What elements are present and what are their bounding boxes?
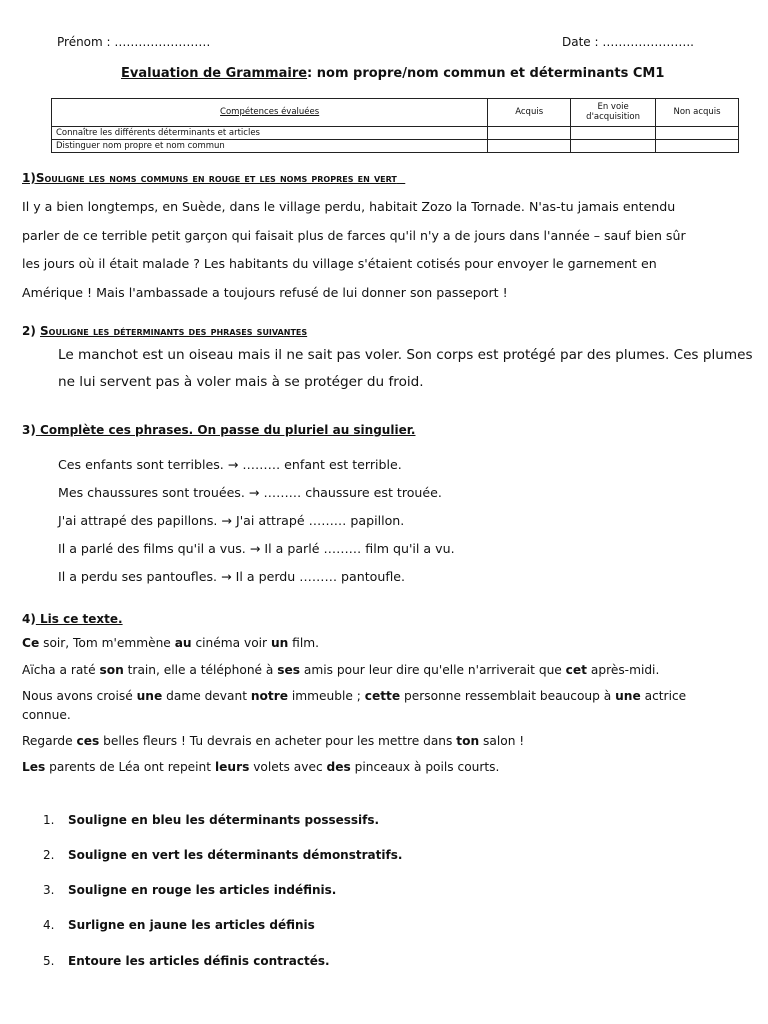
text-line: [22, 636, 319, 650]
checkbox-cell[interactable]: [488, 127, 571, 140]
section3-number: 3): [22, 423, 36, 437]
text-segment: soir, Tom m'emmène: [39, 636, 175, 650]
section3-title: Complète ces phrases. On passe du pluriel au singulier.: [40, 423, 416, 437]
section3-heading: [22, 423, 415, 437]
arrow-icon: →: [227, 457, 239, 472]
text-segment: connue.: [22, 708, 71, 722]
section2-number: 2): [22, 324, 36, 338]
text-segment: salon !: [479, 734, 525, 748]
exercise-line: Ces enfants sont terribles. → ……… enfant est terrible.: [58, 457, 402, 472]
text-segment: pinceaux à poils courts.: [350, 760, 500, 774]
text-segment: volets avec: [249, 760, 327, 774]
arrow-icon: →: [248, 485, 260, 500]
determiner-word: Ce: [22, 636, 40, 650]
determiner-word: ces: [76, 734, 100, 748]
exercise-line: J'ai attrapé des papillons. → J'ai attrapé ……… papillon.: [58, 513, 405, 528]
text-line: [22, 708, 71, 722]
text-line: [22, 734, 524, 748]
section2-title: Souligne les déterminants des phrases suivantes: [40, 324, 308, 338]
page-title: [121, 66, 664, 81]
text-segment: film.: [288, 636, 319, 650]
arrow-icon: →: [249, 541, 261, 556]
exercise-line: Mes chaussures sont trouées. → ……… chaussure est trouée.: [58, 485, 442, 500]
section1-heading: [22, 171, 405, 185]
determiner-word: ton: [456, 734, 480, 748]
table-header-row: [52, 99, 739, 127]
determiner-word: cette: [364, 689, 401, 703]
header-en-voie-line1: En voie: [597, 101, 629, 112]
text-line: [22, 760, 499, 774]
instruction-item: 3. Souligne en rouge les articles indéfinis.: [43, 883, 337, 897]
determiner-word: un: [270, 636, 289, 650]
checkbox-cell[interactable]: [656, 140, 739, 153]
header-en-voie-line2: d'acquisition: [586, 111, 641, 122]
section1-title: Souligne les noms communs en rouge et les noms propres en vert: [35, 171, 397, 185]
exercise-line: Il a perdu ses pantoufles. → Il a perdu ……… pantoufle.: [58, 569, 406, 584]
text-line: Amérique ! Mais l'ambassade a toujours refusé de lui donner son passeport !: [22, 284, 508, 300]
checkbox-cell[interactable]: [488, 140, 571, 153]
determiner-word: des: [326, 760, 351, 774]
checkbox-cell[interactable]: [571, 140, 656, 153]
determiner-word: une: [615, 689, 641, 703]
text-line: parler de ce terrible petit garçon qui faisait plus de farces qu'il n'y a de jours dans l'année – sauf bien sûr: [22, 227, 686, 243]
instruction-item: 4. Surligne en jaune les articles définis: [43, 918, 315, 932]
text-segment: Regarde: [22, 734, 77, 748]
determiner-word: leurs: [214, 760, 250, 774]
text-segment: dame devant: [162, 689, 251, 703]
exercise-line: Il a parlé des films qu'il a vus. → Il a parlé ……… film qu'il a vu.: [58, 541, 455, 556]
arrow-icon: →: [221, 513, 232, 528]
text-segment: cinéma voir: [191, 636, 271, 650]
instruction-item: 5. Entoure les articles définis contractés.: [43, 954, 330, 968]
text-line: [22, 663, 659, 677]
table-cell-competence: Connaître les différents déterminants et articles: [52, 127, 488, 140]
prenom-field: Prénom : ……………………: [57, 35, 211, 49]
section4-title: Lis ce texte.: [40, 612, 123, 626]
date-field: Date : …………………..: [562, 35, 694, 49]
text-line: Il y a bien longtemps, en Suède, dans le village perdu, habitait Zozo la Tornade. N'as-tu jamais entendu: [22, 199, 676, 214]
instruction-item: 1. Souligne en bleu les déterminants possessifs.: [43, 813, 380, 827]
determiner-word: ses: [277, 663, 301, 677]
section2-heading: [22, 324, 307, 338]
text-segment: immeuble ;: [288, 689, 365, 703]
section2-text: Le manchot est un oiseau mais il ne sait pas voler. Son corps est protégé par des plumes. Ces plumes ne lui servent pas à voler mais à se protéger du froid.: [58, 347, 753, 390]
section4-heading: [22, 612, 123, 626]
determiner-word: notre: [250, 689, 289, 703]
text-segment: belles fleurs ! Tu devrais en acheter pour les mettre dans: [99, 734, 457, 748]
text-segment: actrice: [640, 689, 687, 703]
text-line: [22, 689, 686, 703]
determiner-word: Les: [22, 760, 46, 774]
title-rest: : nom propre/nom commun et déterminants CM1: [307, 66, 665, 81]
section1-text: [22, 193, 742, 307]
header-acquis: Acquis: [488, 99, 571, 127]
title-main: Evaluation de Grammaire: [121, 66, 308, 81]
text-segment: parents de Léa ont repeint: [45, 760, 215, 774]
table-row: [52, 140, 739, 153]
header-non-acquis: Non acquis: [656, 99, 739, 127]
determiner-word: son: [99, 663, 124, 677]
text-segment: train, elle a téléphoné à: [123, 663, 278, 677]
text-segment: personne ressemblait beaucoup à: [400, 689, 616, 703]
instruction-item: 2. Souligne en vert les déterminants démonstratifs.: [43, 848, 403, 862]
table-cell-competence: Distinguer nom propre et nom commun: [52, 140, 488, 153]
text-segment: amis pour leur dire qu'elle n'arriverait que: [300, 663, 566, 677]
competences-table: [51, 98, 739, 153]
section1-number: 1): [22, 171, 36, 185]
checkbox-cell[interactable]: [571, 127, 656, 140]
determiner-word: au: [174, 636, 192, 650]
text-segment: Aïcha a raté: [22, 663, 100, 677]
table-row: [52, 127, 739, 140]
text-segment: Nous avons croisé: [22, 689, 137, 703]
section4-number: 4): [22, 612, 36, 626]
arrow-icon: →: [221, 569, 232, 584]
text-segment: après-midi.: [587, 663, 660, 677]
determiner-word: cet: [565, 663, 587, 677]
determiner-word: une: [136, 689, 163, 703]
text-line: les jours où il était malade ? Les habitants du village s'étaient cotisés pour envoyer le garnement en: [22, 256, 657, 271]
checkbox-cell[interactable]: [656, 127, 739, 140]
header-competences: Compétences évaluées: [52, 99, 488, 127]
header-en-voie: [571, 99, 656, 127]
